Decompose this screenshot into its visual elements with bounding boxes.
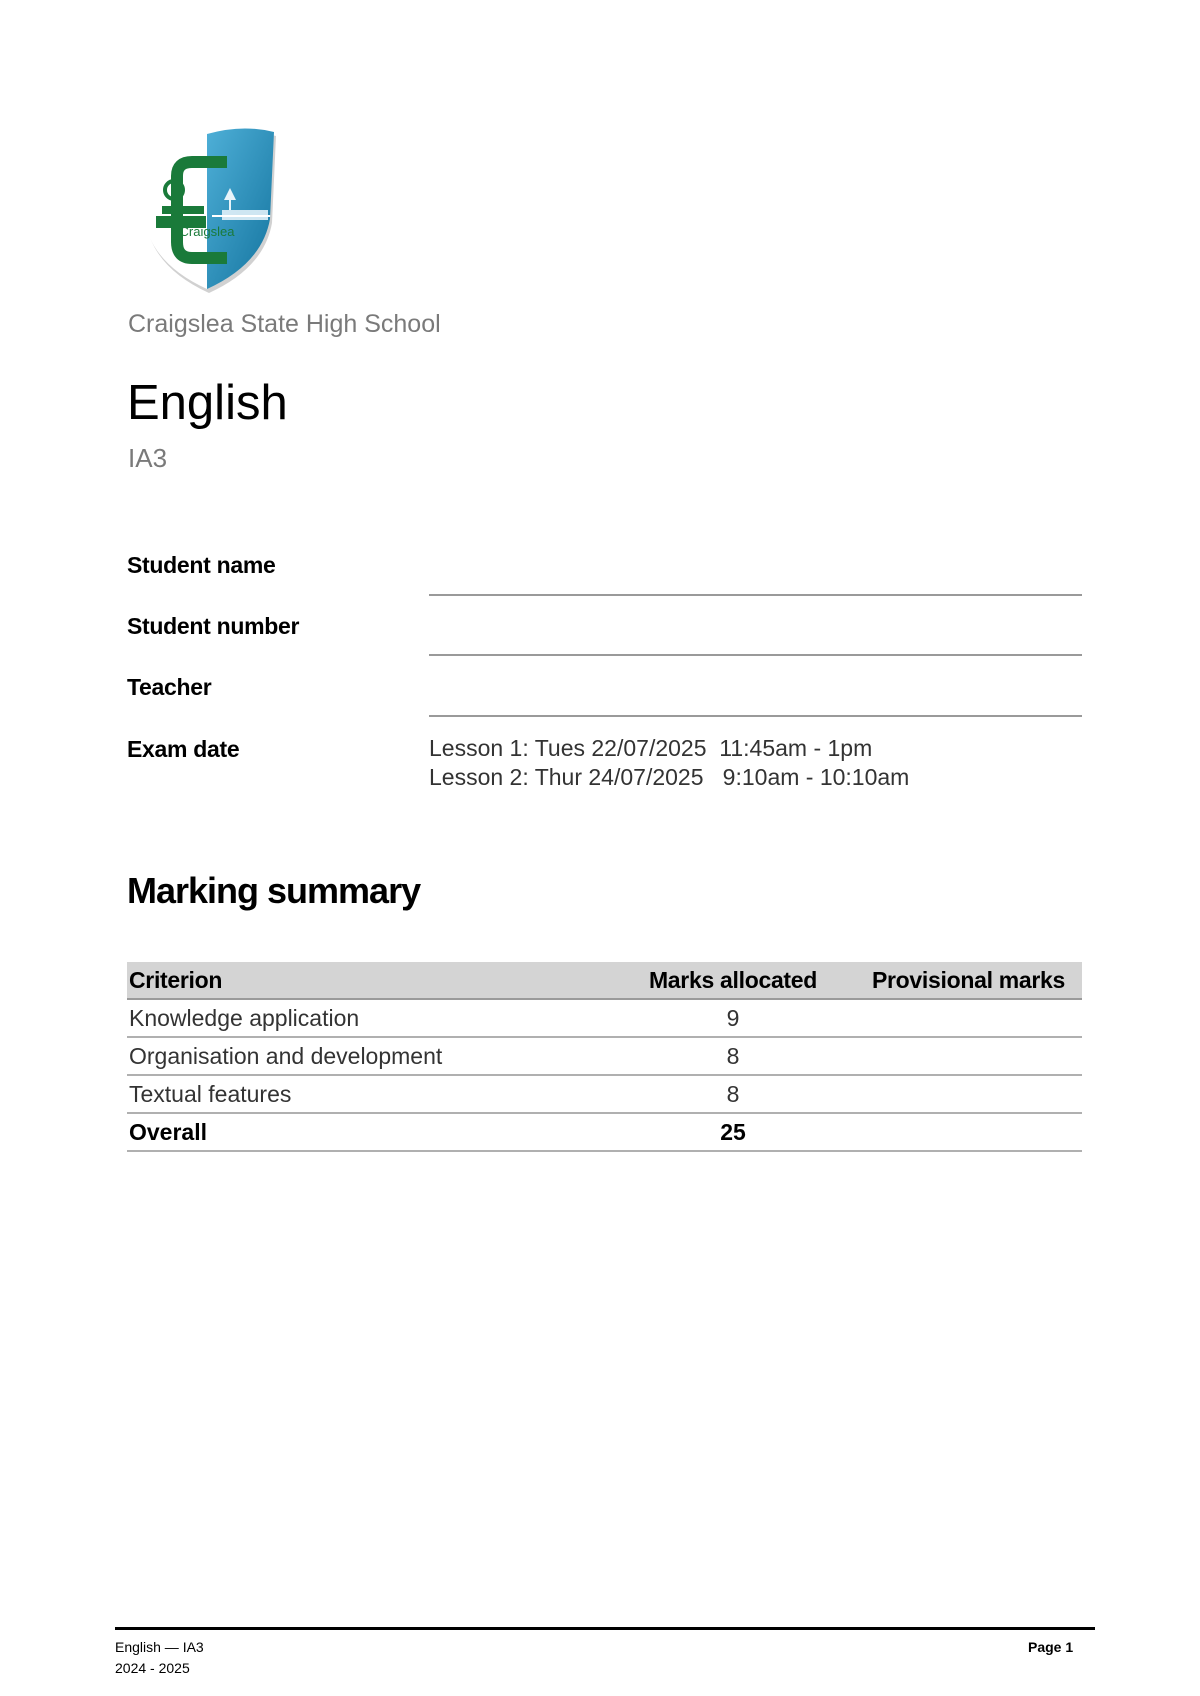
provisional-marks-cell bbox=[855, 1075, 1082, 1113]
criterion-cell: Textual features bbox=[127, 1075, 611, 1113]
table-row bbox=[127, 999, 1082, 1037]
teacher-line bbox=[429, 715, 1082, 717]
provisional-marks-cell bbox=[855, 1037, 1082, 1075]
criterion-cell: Organisation and development bbox=[127, 1037, 611, 1075]
overall-allocated-cell: 25 bbox=[611, 1113, 855, 1151]
exam-date-lesson-2: Lesson 2: Thur 24/07/2025 9:10am - 10:10am bbox=[429, 764, 910, 790]
column-header-marks-allocated: Marks allocated bbox=[611, 962, 855, 999]
table-header-row bbox=[127, 962, 1082, 999]
footer-rule bbox=[115, 1627, 1095, 1630]
provisional-marks-cell bbox=[855, 999, 1082, 1037]
exam-date-lesson-1: Lesson 1: Tues 22/07/2025 11:45am - 1pm bbox=[429, 735, 873, 761]
column-header-provisional-marks: Provisional marks bbox=[855, 962, 1082, 999]
marking-summary-heading: Marking summary bbox=[127, 870, 421, 911]
student-name-label: Student name bbox=[127, 552, 276, 578]
logo-text: Craigslea bbox=[179, 224, 235, 239]
criterion-cell: Knowledge application bbox=[127, 999, 611, 1037]
teacher-label: Teacher bbox=[127, 674, 212, 700]
marks-allocated-cell: 8 bbox=[611, 1075, 855, 1113]
school-logo bbox=[132, 124, 282, 294]
exam-date-label: Exam date bbox=[127, 736, 240, 762]
column-header-criterion: Criterion bbox=[127, 962, 611, 999]
student-number-label: Student number bbox=[127, 613, 300, 639]
footer-title: English — IA3 bbox=[115, 1639, 204, 1655]
overall-row bbox=[127, 1113, 1082, 1151]
footer-years: 2024 - 2025 bbox=[115, 1660, 190, 1676]
overall-provisional-cell bbox=[855, 1113, 1082, 1151]
table-row bbox=[127, 1075, 1082, 1113]
overall-label-cell: Overall bbox=[127, 1113, 611, 1151]
marks-allocated-cell: 9 bbox=[611, 999, 855, 1037]
assessment-code: IA3 bbox=[128, 443, 168, 473]
student-name-line bbox=[429, 594, 1082, 596]
student-number-line bbox=[429, 654, 1082, 656]
marks-allocated-cell: 8 bbox=[611, 1037, 855, 1075]
table-row bbox=[127, 1037, 1082, 1075]
footer-page-number: Page 1 bbox=[1028, 1639, 1074, 1655]
subject-title: English bbox=[127, 376, 288, 430]
school-name: Craigslea State High School bbox=[128, 310, 441, 338]
marking-summary-table bbox=[127, 962, 1082, 1152]
